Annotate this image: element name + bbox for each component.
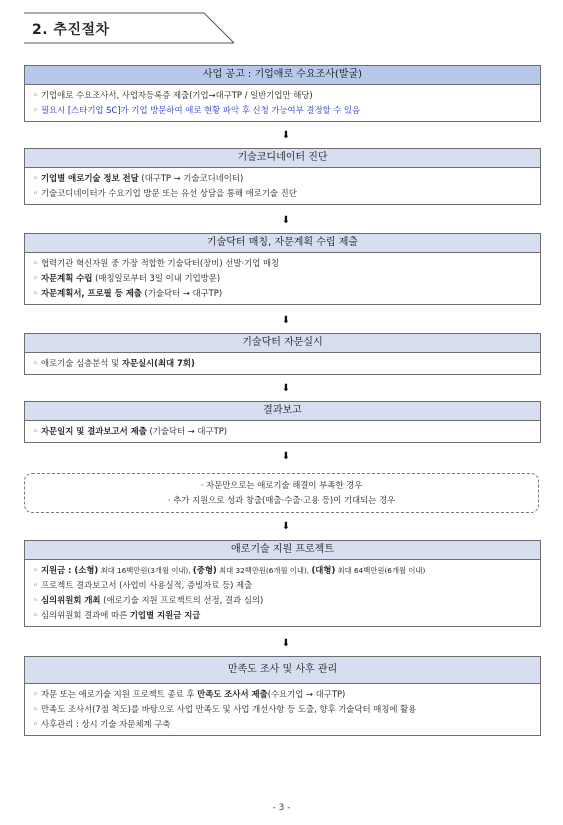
step-line bbox=[33, 256, 532, 271]
line-text: 최대 16백만원(3개월 이내), bbox=[98, 566, 193, 575]
step-body bbox=[24, 421, 541, 443]
step-line bbox=[33, 186, 532, 201]
step-line bbox=[33, 593, 532, 608]
line-text: 기술코디네이터가 수요기업 방문 또는 유선 상담을 통해 애로기술 진단 bbox=[40, 188, 297, 198]
line-text-bold: (중형) bbox=[192, 565, 217, 575]
step-line bbox=[33, 563, 532, 578]
step-line bbox=[33, 286, 532, 301]
line-text: 최대 64백만원(6개월 이내) bbox=[335, 566, 426, 575]
step-result-report bbox=[24, 401, 541, 443]
step-body bbox=[24, 684, 541, 736]
step-line bbox=[33, 88, 532, 103]
line-text: 애로기술 심층분석 및 bbox=[40, 358, 122, 368]
step-line bbox=[33, 424, 532, 439]
step-body bbox=[24, 168, 541, 205]
line-text-bold: 자문계획 수립 bbox=[40, 273, 93, 283]
step-title: 기술닥터 자문실시 bbox=[24, 333, 541, 353]
bullet-icon: ◦ bbox=[33, 704, 38, 714]
line-text: 자문 또는 애로기술 지원 프로젝트 종료 후 bbox=[40, 689, 198, 699]
step-body bbox=[24, 353, 541, 375]
bullet-icon: ◦ bbox=[33, 719, 38, 729]
line-text-bold: 자문일지 및 결과보고서 제출 bbox=[40, 426, 147, 436]
bullet-icon: ◦ bbox=[33, 273, 38, 283]
step-line bbox=[33, 687, 532, 702]
section-heading bbox=[24, 12, 234, 44]
step-line bbox=[33, 717, 532, 732]
step-line bbox=[33, 271, 532, 286]
line-text: 만족도 조사서(7점 척도)를 바탕으로 사업 만족도 및 사업 개선사항 등 도출, 향후 기술닥터 매칭에 활용 bbox=[40, 704, 417, 714]
step-body bbox=[24, 560, 541, 627]
step-title: 기술닥터 매칭, 자문계획 수립 제출 bbox=[24, 233, 541, 253]
line-text-bold: (대형) bbox=[311, 565, 336, 575]
step-support-project bbox=[24, 540, 541, 627]
step-announcement bbox=[24, 65, 541, 122]
line-text: 기업애로 수요조사서, 사업자등록증 제출(기업→대구TP / 일반기업만 해당) bbox=[40, 90, 313, 100]
bullet-icon: ◦ bbox=[33, 689, 38, 699]
line-text: 심의위원회 결과에 따른 bbox=[40, 610, 130, 620]
line-text: 필요시 [스타기업 SC]가 기업 방문하여 애로 현황 파악 후 신청 가능여부 결정할 수 있음 bbox=[40, 105, 361, 115]
step-coordinator-diagnosis bbox=[24, 148, 541, 205]
bullet-icon: ◦ bbox=[33, 426, 38, 436]
line-text-bold: 만족도 조사서 제출 bbox=[197, 689, 268, 699]
down-arrow-icon: ⬇ bbox=[281, 215, 291, 226]
line-text-bold: 자문계획서, 프로필 등 제출 bbox=[40, 288, 142, 298]
bullet-icon: ◦ bbox=[33, 565, 38, 575]
line-text: 협력기관 혁신자원 중 가장 적합한 기술닥터(장비) 선발·기업 매칭 bbox=[40, 258, 280, 268]
line-text: (수요기업 → 대구TP) bbox=[267, 689, 346, 699]
step-line-note bbox=[33, 103, 532, 118]
line-text-bold: 심의위원회 개최 bbox=[40, 595, 101, 605]
step-line bbox=[33, 171, 532, 186]
step-title: 기술코디네이터 진단 bbox=[24, 148, 541, 168]
page-number: - 3 - bbox=[272, 803, 291, 813]
step-title: 애로기술 지원 프로젝트 bbox=[24, 540, 541, 560]
down-arrow-icon: ⬇ bbox=[281, 383, 291, 394]
step-body bbox=[24, 85, 541, 122]
bullet-icon: ◦ bbox=[33, 580, 38, 590]
step-title: 사업 공고 : 기업애로 수요조사(발굴) bbox=[24, 65, 541, 85]
line-text: (기술닥터 → 대구TP) bbox=[141, 288, 223, 298]
bullet-icon: ◦ bbox=[33, 288, 38, 298]
line-text: (매칭일로부터 3일 이내 기업방문) bbox=[92, 273, 221, 283]
step-title: 만족도 조사 및 사후 관리 bbox=[24, 656, 541, 684]
down-arrow-icon: ⬇ bbox=[281, 638, 291, 649]
bullet-icon: ◦ bbox=[33, 90, 38, 100]
line-text: 사후관리 : 상시 기술 자문체계 구축 bbox=[40, 719, 171, 729]
step-satisfaction-survey bbox=[24, 656, 541, 736]
step-line bbox=[33, 608, 532, 623]
step-title: 결과보고 bbox=[24, 401, 541, 421]
bullet-icon: ◦ bbox=[33, 358, 38, 368]
bullet-icon: ◦ bbox=[33, 105, 38, 115]
down-arrow-icon: ⬇ bbox=[281, 130, 291, 141]
bullet-icon: ◦ bbox=[33, 173, 38, 183]
bullet-icon: ◦ bbox=[33, 610, 38, 620]
line-text-bold: 지원금 : (소형) bbox=[40, 565, 99, 575]
condition-box bbox=[24, 473, 539, 513]
line-text: 최대 32백만원(6개월 이내), bbox=[216, 566, 312, 575]
line-text-bold: 기업별 애로기술 정보 전달 bbox=[40, 173, 139, 183]
bullet-icon: ◦ bbox=[33, 188, 38, 198]
down-arrow-icon: ⬇ bbox=[281, 521, 291, 532]
step-consulting bbox=[24, 333, 541, 375]
bullet-icon: ◦ bbox=[33, 595, 38, 605]
condition-line: · 추가 지원으로 성과 창출(매출·수출·고용 등)이 기대되는 경우 bbox=[167, 495, 396, 505]
line-text-bold: 기업별 지원금 지급 bbox=[129, 610, 201, 620]
step-doctor-matching bbox=[24, 233, 541, 305]
line-text: 프로젝트 결과보고서 (사업비 사용실적, 증빙자료 등) 제출 bbox=[40, 580, 253, 590]
line-text: (애로기술 지원 프로젝트의 선정, 결과 심의) bbox=[100, 595, 264, 605]
step-line bbox=[33, 578, 532, 593]
bullet-icon: ◦ bbox=[33, 258, 38, 268]
step-line bbox=[33, 702, 532, 717]
step-body bbox=[24, 253, 541, 305]
down-arrow-icon: ⬇ bbox=[281, 315, 291, 326]
step-line bbox=[33, 356, 532, 371]
section-title: 2. 추진절차 bbox=[32, 22, 110, 38]
line-text-bold: 자문실시(최대 7회) bbox=[121, 358, 195, 368]
line-text: (대구TP → 기술코디네이터) bbox=[138, 173, 244, 183]
down-arrow-icon: ⬇ bbox=[281, 451, 291, 462]
condition-line: · 자문만으로는 애로기술 해결이 부족한 경우 bbox=[200, 480, 363, 490]
line-text: (기술닥터 → 대구TP) bbox=[146, 426, 228, 436]
